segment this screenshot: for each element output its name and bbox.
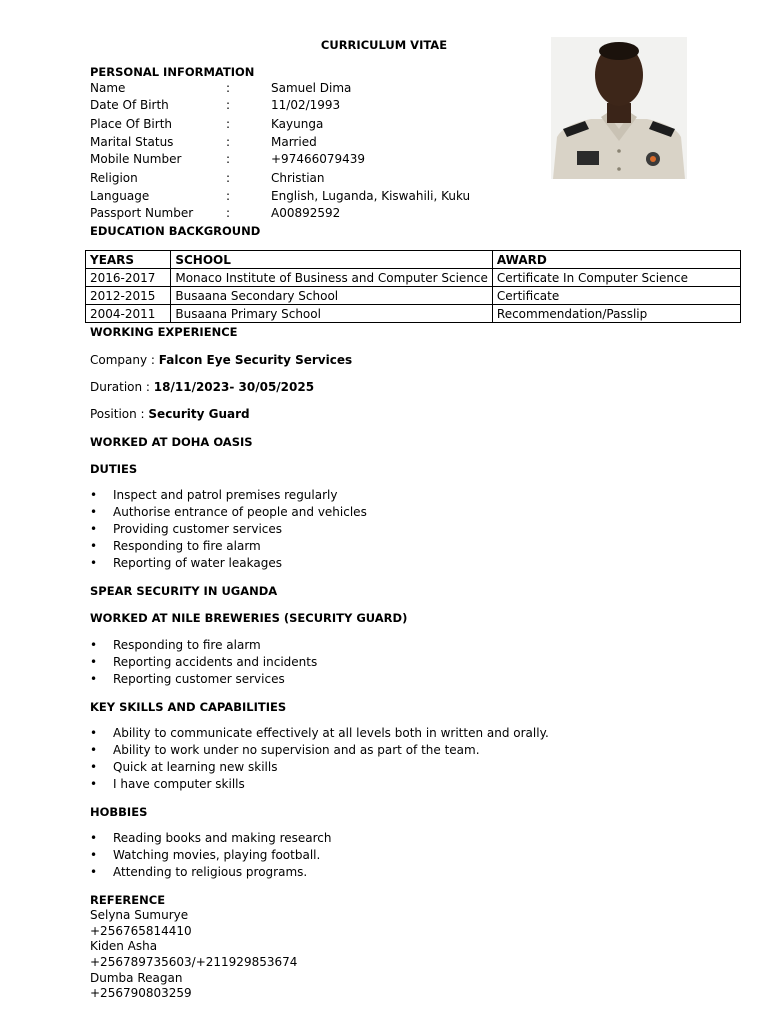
column-header: YEARS xyxy=(86,251,171,269)
worked-at-heading-2: WORKED AT NILE BREWERIES (SECURITY GUARD) xyxy=(90,611,408,625)
position-label: Position : xyxy=(90,407,149,421)
table-header-row xyxy=(86,251,741,269)
position-line xyxy=(90,407,250,421)
list-item: • Responding to fire alarm xyxy=(90,637,317,654)
info-separator: : xyxy=(226,135,231,149)
list-item: • Reporting of water leakages xyxy=(90,555,367,572)
hobbies-heading: HOBBIES xyxy=(90,805,148,819)
table-cell: 2004-2011 xyxy=(86,305,171,323)
info-value: Married xyxy=(271,135,317,149)
duration-line xyxy=(90,380,314,394)
list-item: • Quick at learning new skills xyxy=(90,759,549,776)
company-name: Falcon Eye Security Services xyxy=(158,353,353,367)
hobbies-list xyxy=(90,830,332,881)
table-cell: 2016-2017 xyxy=(86,269,171,287)
list-item: • Ability to work under no supervision and as part of the team. xyxy=(90,742,549,759)
reference-phone: +256789735603/+211929853674 xyxy=(90,955,298,970)
list-item: • Attending to religious programs. xyxy=(90,864,332,881)
experience-heading: WORKING EXPERIENCE xyxy=(90,325,238,339)
info-separator: : xyxy=(226,206,231,220)
info-separator: : xyxy=(226,117,231,131)
info-label: Passport Number xyxy=(90,206,194,220)
column-header: AWARD xyxy=(492,251,740,269)
education-table xyxy=(85,250,741,323)
info-value: 11/02/1993 xyxy=(271,98,341,112)
list-item: • Reporting accidents and incidents xyxy=(90,654,317,671)
reference-phone: +256765814410 xyxy=(90,923,192,938)
info-label: Place Of Birth xyxy=(90,117,173,131)
company-label: Company : xyxy=(90,353,159,367)
profile-photo xyxy=(551,37,687,179)
worked-at-heading: WORKED AT DOHA OASIS xyxy=(90,435,253,449)
list-item: • Reading books and making research xyxy=(90,830,332,847)
table-cell: Certificate xyxy=(492,287,740,305)
info-value: Kayunga xyxy=(271,117,324,131)
info-value: English, Luganda, Kiswahili, Kuku xyxy=(271,189,471,203)
table-cell: 2012-2015 xyxy=(86,287,171,305)
list-item: • Reporting customer services xyxy=(90,671,317,688)
education-heading: EDUCATION BACKGROUND xyxy=(90,224,261,238)
list-item: • I have computer skills xyxy=(90,776,549,793)
list-item: • Providing customer services xyxy=(90,521,367,538)
table-row xyxy=(86,305,741,323)
info-value: Samuel Dima xyxy=(271,81,352,95)
position-value: Security Guard xyxy=(148,407,250,421)
table-cell: Certificate In Computer Science xyxy=(492,269,740,287)
column-header: SCHOOL xyxy=(171,251,493,269)
reference-phone: +256790803259 xyxy=(90,986,192,1001)
reference-name: Dumba Reagan xyxy=(90,970,183,985)
list-item: • Authorise entrance of people and vehicles xyxy=(90,504,367,521)
table-cell: Busaana Secondary School xyxy=(171,287,493,305)
info-label: Language xyxy=(90,189,150,203)
person-photo-image xyxy=(551,37,687,179)
info-separator: : xyxy=(226,81,231,95)
info-label: Mobile Number xyxy=(90,152,182,166)
duties-list-2 xyxy=(90,637,317,688)
reference-heading: REFERENCE xyxy=(90,893,166,907)
list-item: • Ability to communicate effectively at all levels both in written and orally. xyxy=(90,725,549,742)
table-cell: Busaana Primary School xyxy=(171,305,493,323)
company-line xyxy=(90,353,352,367)
duration-label: Duration : xyxy=(90,380,154,394)
info-separator: : xyxy=(226,152,231,166)
duties-heading: DUTIES xyxy=(90,462,138,476)
table-cell: Monaco Institute of Business and Computer Science xyxy=(171,269,493,287)
info-value: Christian xyxy=(271,171,325,185)
info-label: Date Of Birth xyxy=(90,98,169,112)
personal-info-heading: PERSONAL INFORMATION xyxy=(90,65,255,79)
info-label: Name xyxy=(90,81,126,95)
table-row xyxy=(86,287,741,305)
info-separator: : xyxy=(226,189,231,203)
reference-name: Selyna Sumurye xyxy=(90,908,189,922)
table-row xyxy=(86,269,741,287)
skills-heading: KEY SKILLS AND CAPABILITIES xyxy=(90,700,287,714)
list-item: • Watching movies, playing football. xyxy=(90,847,332,864)
list-item: • Inspect and patrol premises regularly xyxy=(90,487,367,504)
duration-value: 18/11/2023- 30/05/2025 xyxy=(153,380,315,394)
list-item: • Responding to fire alarm xyxy=(90,538,367,555)
duties-list xyxy=(90,487,367,572)
skills-list xyxy=(90,725,549,793)
info-label: Marital Status xyxy=(90,135,174,149)
reference-name: Kiden Asha xyxy=(90,939,158,954)
table-cell: Recommendation/Passlip xyxy=(492,305,740,323)
document-title: CURRICULUM VITAE xyxy=(320,38,448,52)
reference-list xyxy=(90,908,297,1002)
info-separator: : xyxy=(226,98,231,112)
employer-heading: SPEAR SECURITY IN UGANDA xyxy=(90,584,278,598)
info-value: A00892592 xyxy=(271,206,341,220)
info-separator: : xyxy=(226,171,231,185)
info-value: +97466079439 xyxy=(271,152,366,166)
info-label: Religion xyxy=(90,171,138,185)
